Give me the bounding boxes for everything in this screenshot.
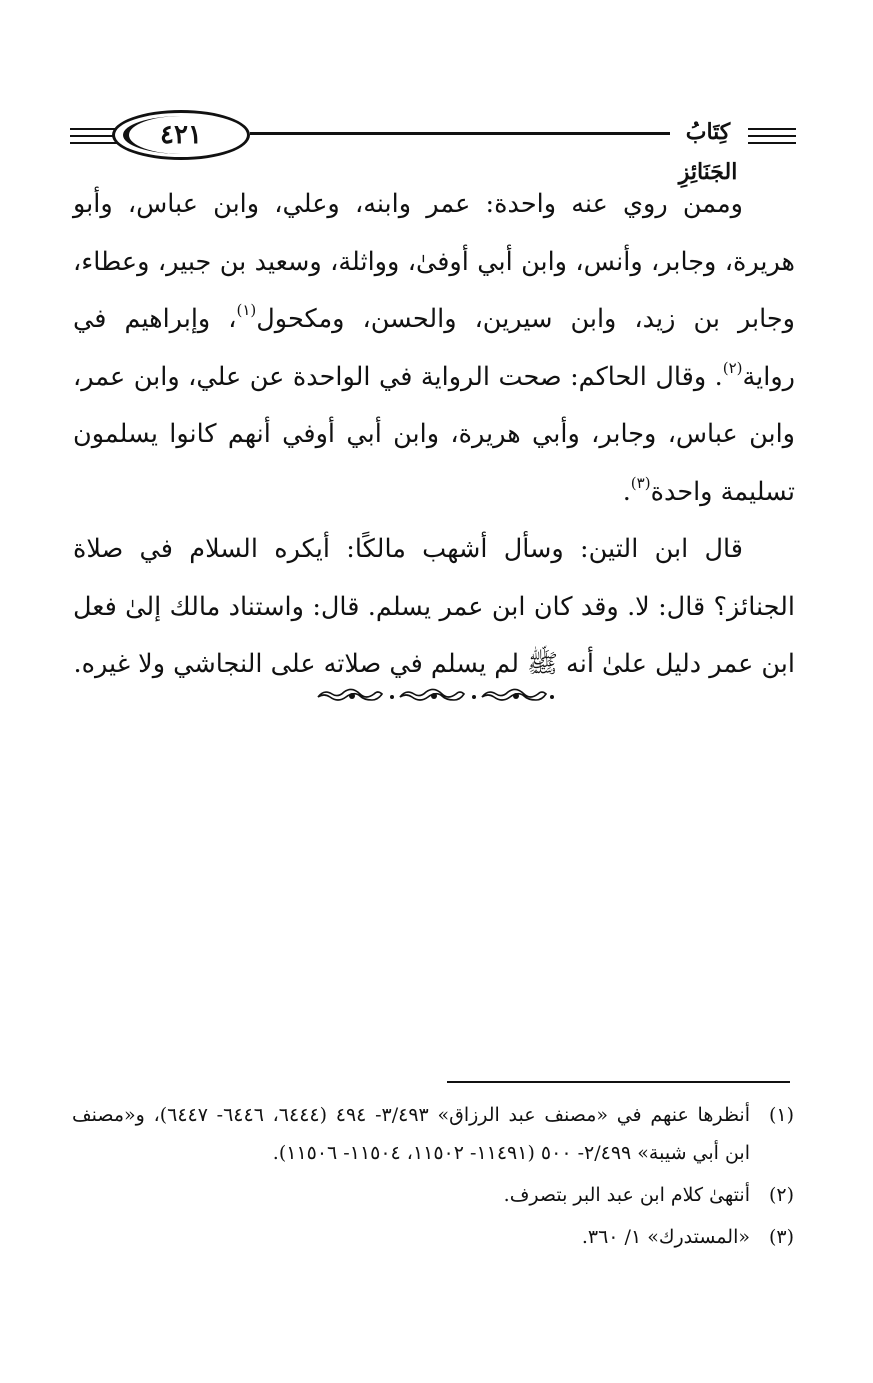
footnote-number: (٢) bbox=[768, 1184, 794, 1206]
footnote-ref[interactable]: (١) bbox=[236, 301, 257, 319]
footnote-ref[interactable]: (٢) bbox=[722, 358, 743, 377]
footnote-separator bbox=[447, 1081, 790, 1083]
text-span: . وقال الحاكم: صحت الرواية في الواحدة عن علي، وابن عمر، وابن عباس، وجابر، وأبي هريرة، وابن أبي أوفي أنهم كانوا يسلمون تسليمة واحدة bbox=[73, 361, 795, 507]
paragraph bbox=[73, 176, 795, 521]
page-number: ٤٢١ bbox=[160, 120, 202, 150]
footnote-item bbox=[72, 1218, 794, 1256]
footnote-item bbox=[72, 1096, 794, 1172]
text-span: قال ابن التين: وسأل أشهب مالكًا: أيكره السلام في صلاة الجنائز؟ قال: لا. وقد كان ابن عمر يسلم. قال: واستناد مالك إلىٰ فعل ابن عمر دليل علىٰ أنه ﷺ لم يسلم في صلاته على النجاشي ولا غيره. bbox=[73, 534, 795, 679]
page-header bbox=[70, 102, 805, 185]
footnotes bbox=[72, 1096, 794, 1260]
floral-divider-icon bbox=[312, 684, 558, 710]
text-span: ، وإبراهيم في رواية bbox=[73, 304, 795, 392]
main-text bbox=[73, 176, 795, 694]
paragraph bbox=[73, 521, 795, 694]
footnote-text: «المستدرك» ١/ ٣٦٠. bbox=[581, 1226, 750, 1248]
footnote-text: أنظرها عنهم في «مصنف عبد الرزاق» ٣/٤٩٣- ٤٩٤ (٦٤٤٤، ٦٤٤٦- ٦٤٤٧)، و«مصنف ابن أبي شيبة» ٢/٤٩٩- ٥٠٠ (١١٤٩١- ١١٥٠٢، ١١٥٠٤- ١١٥٠٦). bbox=[72, 1104, 750, 1164]
text-span: . bbox=[622, 476, 631, 507]
chapter-title: كِتَابُ الجَنَائِزِ bbox=[678, 119, 738, 185]
footnote-item bbox=[72, 1176, 794, 1214]
footnote-text: أنتهىٰ كلام ابن عبد البر بتصرف. bbox=[503, 1184, 750, 1206]
footnote-number: (١) bbox=[768, 1104, 794, 1126]
footnote-number: (٣) bbox=[768, 1226, 794, 1248]
footnote-ref[interactable]: (٣) bbox=[630, 473, 651, 492]
text-span: وممن روي عنه واحدة: عمر وابنه، وعلي، وابن عباس، وأبو هريرة، وجابر، وأنس، وابن أبي أوفىٰ، وواثلة، وسعيد بن جبير، وعطاء، وجابر بن زيد، وابن سيرين، والحسن، ومكحول bbox=[73, 189, 795, 334]
